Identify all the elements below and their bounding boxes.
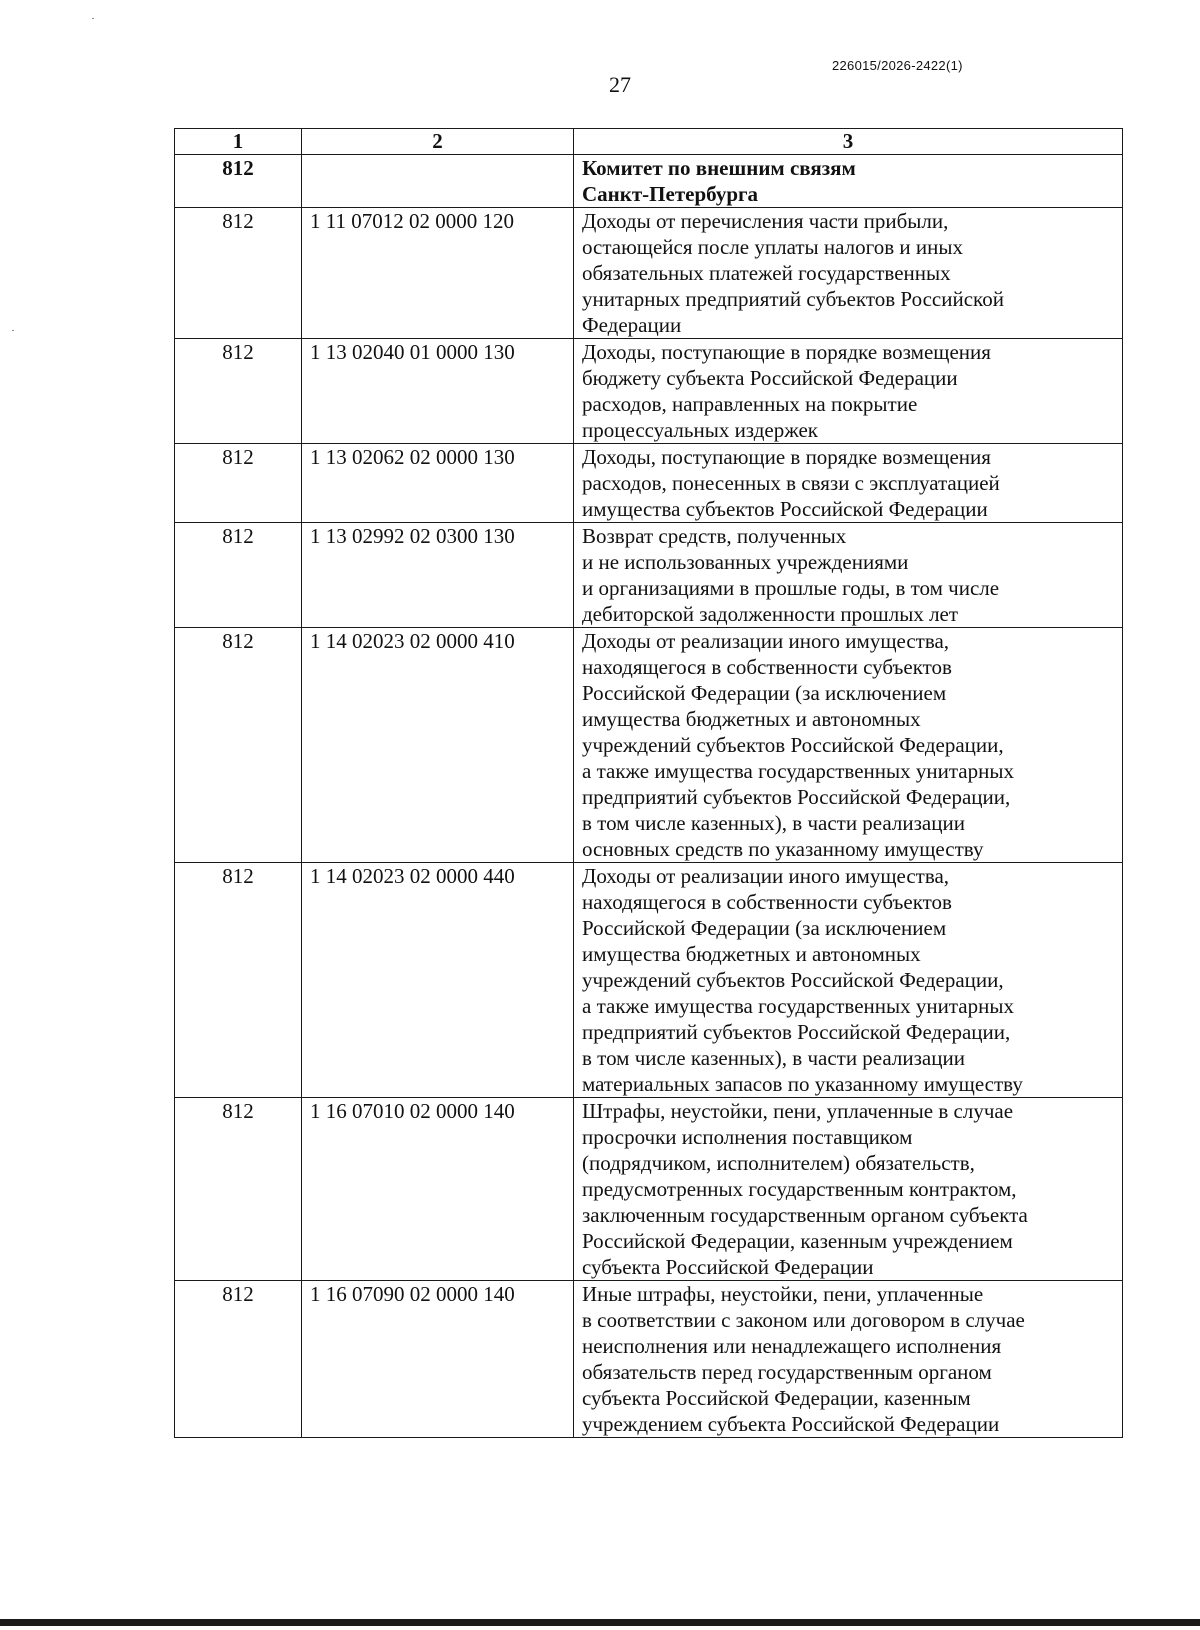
kbk-cell: 1 16 07010 02 0000 140 (302, 1098, 574, 1281)
table-row (175, 444, 1123, 523)
description-cell: Доходы от реализации иного имущества, находящегося в собственности субъектов Российской Федерации (за исключением имущества бюджетных и автономных учреждений субъектов Российской Федерации, а также имущества государственных унитарных предприятий субъектов Российской Федерации, в том числе казенных), в части реализации основных средств по указанному имуществу (574, 628, 1123, 863)
description-cell: Доходы, поступающие в порядке возмещения бюджету субъекта Российской Федерации расходов, направленных на покрытие процессуальных издержек (574, 339, 1123, 444)
table-row (175, 523, 1123, 628)
document-id: 226015/2026-2422(1) (832, 58, 963, 73)
administrator-kbk (302, 155, 574, 208)
admin-code-cell: 812 (175, 1281, 302, 1438)
kbk-cell: 1 14 02023 02 0000 410 (302, 628, 574, 863)
column-header-1: 1 (175, 129, 302, 155)
administrator-row (175, 155, 1123, 208)
scan-speck (12, 330, 14, 331)
description-cell: Возврат средств, полученных и не использованных учреждениями и организациями в прошлые годы, в том числе дебиторской задолженности прошлых лет (574, 523, 1123, 628)
page-number: 27 (609, 72, 631, 97)
table-row (175, 208, 1123, 339)
table-row (175, 628, 1123, 863)
kbk-cell: 1 14 02023 02 0000 440 (302, 863, 574, 1098)
administrator-name: Комитет по внешним связям Санкт-Петербурга (574, 155, 1123, 208)
kbk-cell: 1 16 07090 02 0000 140 (302, 1281, 574, 1438)
admin-code-cell: 812 (175, 628, 302, 863)
column-header-3: 3 (574, 129, 1123, 155)
description-cell: Доходы, поступающие в порядке возмещения расходов, понесенных в связи с эксплуатацией имущества субъектов Российской Федерации (574, 444, 1123, 523)
description-cell: Штрафы, неустойки, пени, уплаченные в случае просрочки исполнения поставщиком (подрядчиком, исполнителем) обязательств, предусмотренных государственным контрактом, заключенным государственным органом субъекта Российской Федерации, казенным учреждением субъекта Российской Федерации (574, 1098, 1123, 1281)
scan-bottom-edge (0, 1619, 1200, 1626)
administrator-code: 812 (175, 155, 302, 208)
admin-code-cell: 812 (175, 444, 302, 523)
scan-speck (92, 18, 94, 19)
admin-code-cell: 812 (175, 863, 302, 1098)
table-row (175, 1098, 1123, 1281)
admin-code-cell: 812 (175, 1098, 302, 1281)
column-number-row (175, 129, 1123, 155)
kbk-cell: 1 13 02992 02 0300 130 (302, 523, 574, 628)
table-row (175, 1281, 1123, 1438)
admin-code-cell: 812 (175, 523, 302, 628)
description-cell: Доходы от реализации иного имущества, находящегося в собственности субъектов Российской Федерации (за исключением имущества бюджетных и автономных учреждений субъектов Российской Федерации, а также имущества государственных унитарных предприятий субъектов Российской Федерации, в том числе казенных), в части реализации материальных запасов по указанному имуществу (574, 863, 1123, 1098)
description-cell: Иные штрафы, неустойки, пени, уплаченные в соответствии с законом или договором в случае неисполнения или ненадлежащего исполнения обязательств перед государственным органом субъекта Российской Федерации, казенным учреждением субъекта Российской Федерации (574, 1281, 1123, 1438)
admin-code-cell: 812 (175, 208, 302, 339)
table-row (175, 339, 1123, 444)
kbk-cell: 1 13 02062 02 0000 130 (302, 444, 574, 523)
kbk-cell: 1 11 07012 02 0000 120 (302, 208, 574, 339)
revenue-codes-table (174, 128, 1123, 1438)
column-header-2: 2 (302, 129, 574, 155)
table-header (175, 129, 1123, 155)
kbk-cell: 1 13 02040 01 0000 130 (302, 339, 574, 444)
admin-code-cell: 812 (175, 339, 302, 444)
description-cell: Доходы от перечисления части прибыли, остающейся после уплаты налогов и иных обязательных платежей государственных унитарных предприятий субъектов Российской Федерации (574, 208, 1123, 339)
table-body (175, 155, 1123, 1438)
table-row (175, 863, 1123, 1098)
